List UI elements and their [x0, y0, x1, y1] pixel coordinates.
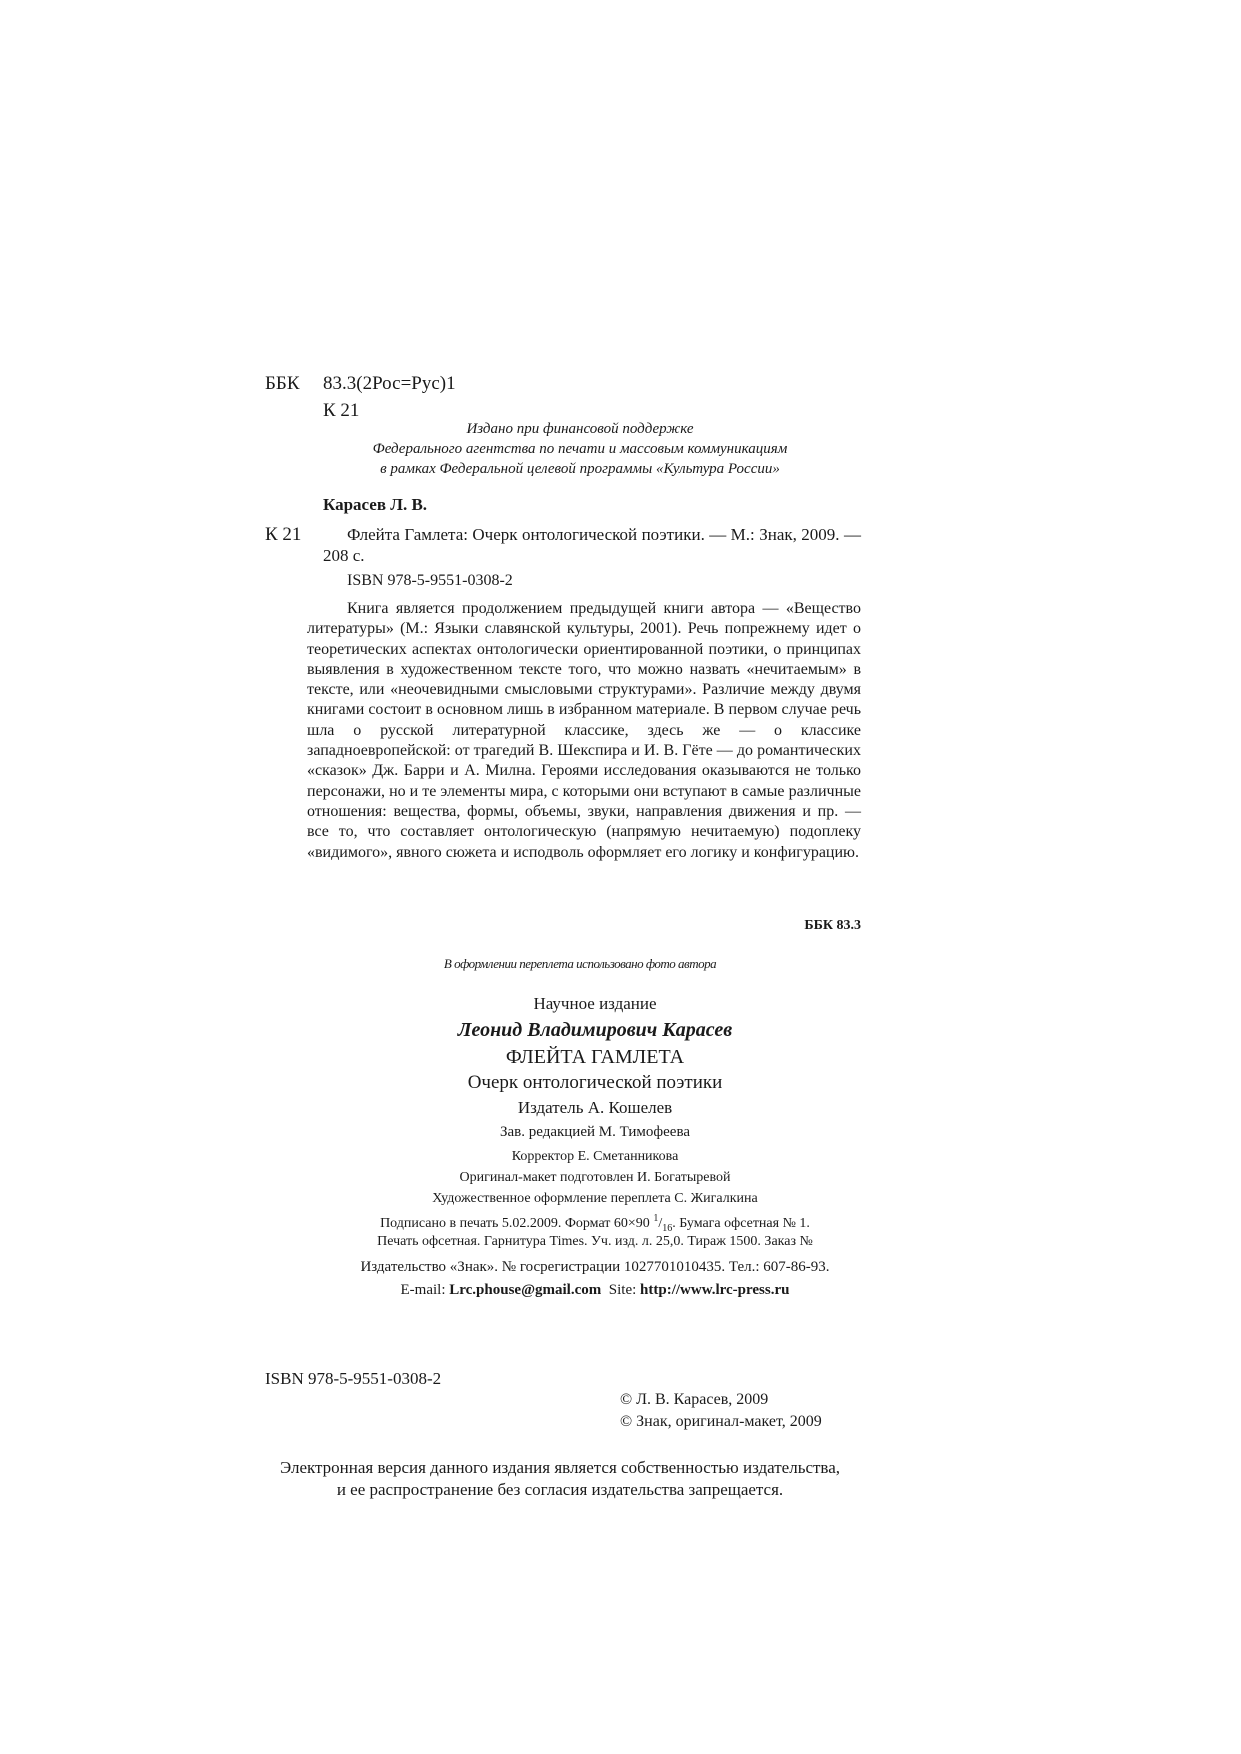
cover-design-credit: Художественное оформление переплета С. Жигалкина — [432, 1191, 758, 1206]
contacts — [250, 1282, 940, 1299]
signed-suffix: . Бумага офсетная № 1. — [672, 1216, 810, 1231]
copyright-publisher: © Знак, оригинал-макет, 2009 — [620, 1413, 822, 1430]
site-link[interactable]: http://www.lrc-press.ru — [640, 1282, 790, 1298]
email-link[interactable]: Lrc.phouse@gmail.com — [449, 1282, 602, 1298]
annotation-text: Книга является продолжением предыдущей книги автора — «Вещество литературы» (М.: Языки славянской культуры, 2001). Речь попрежнему идет о теоретических аспектах онтологически ориентированной поэтики, о принципах выявления в художественном тексте того, что можно назвать «нечитаемым» в тексте, или «неочевидными смысловыми структурами». Различие между двумя книгами состоит в основном лишь в избранном материале. В первом случае речь шла о русской литературной классике, здесь же — о классике западноевропейской: от трагедий В. Шекспира и И. В. Гёте — до романтических «сказок» Дж. Барри и А. Милна. Героями исследования оказываются не только персонажи, но и те элементы мира, с которыми они вступают в самые различные отношения: вещества, формы, объемы, звуки, направления движения и пр. — все то, что составляет онтологическую (напрямую нечитаемую) подоплеку «видимого», явного сюжета и исподволь оформляет его логику и конфигурацию. — [307, 600, 861, 861]
cover-photo-note: В оформлении переплета использовано фото автора — [443, 956, 717, 971]
email-label: E-mail: — [400, 1282, 450, 1298]
electronic-notice-line-1: Электронная версия данного издания является собственностью издательства, — [279, 1458, 841, 1477]
site-label: Site: — [601, 1282, 641, 1298]
print-info: Печать офсетная. Гарнитура Times. Уч. изд. л. 25,0. Тираж 1500. Заказ № — [377, 1234, 813, 1249]
support-line-1: Издано при финансовой поддержке — [466, 421, 694, 437]
corrector: Корректор Е. Сметанникова — [511, 1149, 679, 1164]
signed-to-print — [250, 1213, 940, 1234]
author-sign: К 21 — [265, 524, 302, 545]
isbn-footer: ISBN 978-5-9551-0308-2 — [265, 1369, 442, 1388]
edition-type: Научное издание — [533, 994, 657, 1013]
annotation — [307, 599, 861, 863]
book-subtitle: Очерк онтологической поэтики — [467, 1072, 723, 1093]
bbk-label: ББК — [265, 373, 300, 394]
author-sign-top: К 21 — [323, 400, 360, 421]
publishing-house: Издательство «Знак». № госрегистрации 1027701010435. Тел.: 607-86-93. — [360, 1259, 830, 1275]
format-denominator: 16 — [662, 1223, 673, 1234]
author-full-name: Леонид Владимирович Карасев — [457, 1019, 733, 1041]
book-title: ФЛЕЙТА ГАМЛЕТА — [505, 1046, 685, 1068]
electronic-notice-line-2: и ее распространение без согласия издательства запрещается. — [336, 1480, 784, 1499]
bbk-code: 83.3(2Рос=Рус)1 — [323, 373, 456, 394]
bibliographic-description: Флейта Гамлета: Очерк онтологической поэтики. — М.: Знак, 2009. — 208 с. — [323, 525, 861, 565]
support-line-2: Федерального агентства по печати и массовым коммуникациям — [372, 441, 788, 457]
layout-credit: Оригинал-макет подготовлен И. Богатыревой — [459, 1170, 731, 1185]
support-line-3: в рамках Федеральной целевой программы «Культура России» — [380, 461, 780, 477]
copyright-author: © Л. В. Карасев, 2009 — [620, 1391, 769, 1408]
publisher: Издатель А. Кошелев — [517, 1098, 673, 1117]
isbn-entry: ISBN 978-5-9551-0308-2 — [347, 572, 513, 589]
author-heading: Карасев Л. В. — [323, 495, 428, 514]
signed-prefix: Подписано в печать 5.02.2009. Формат 60×90 — [380, 1216, 654, 1231]
format-numerator: 1 — [653, 1213, 659, 1224]
editor: Зав. редакцией М. Тимофеева — [499, 1124, 690, 1140]
format-slash: / — [658, 1216, 663, 1231]
bbk-short: ББК 83.3 — [804, 918, 861, 933]
